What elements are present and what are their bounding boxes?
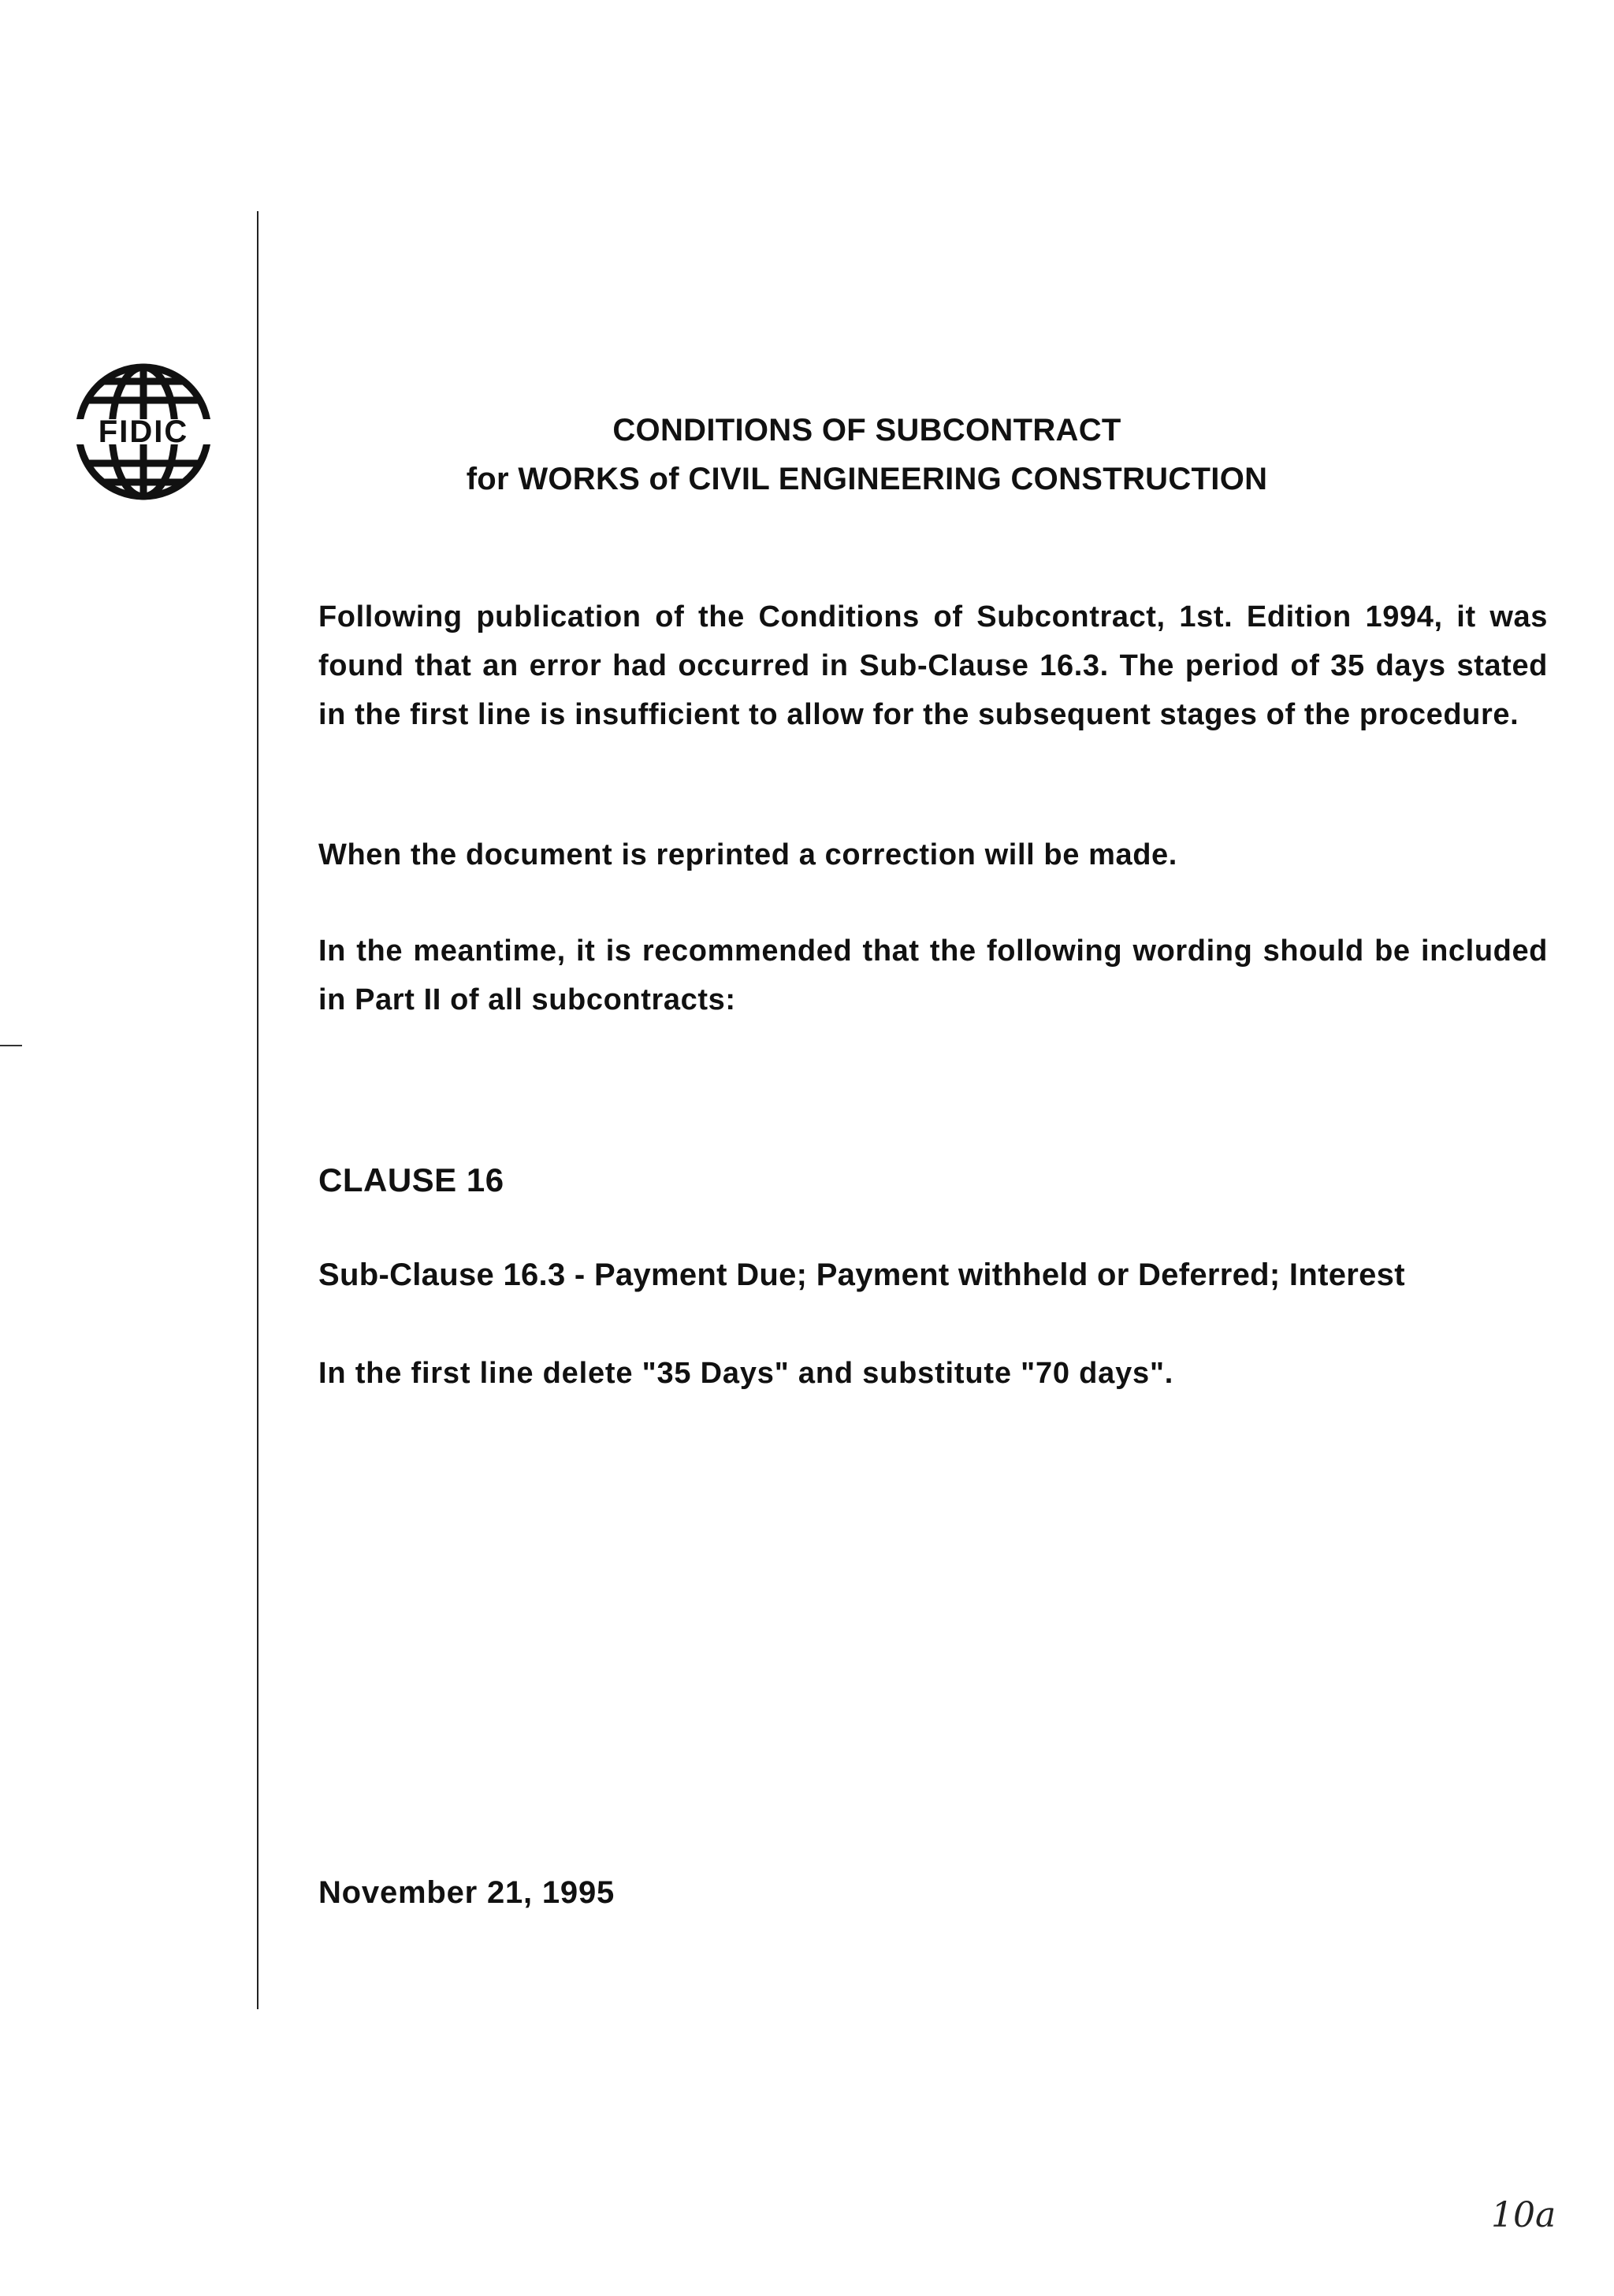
fidic-logo-text: FIDIC xyxy=(98,414,189,449)
correction-instruction: In the first line delete "35 Days" and substitute "70 days". xyxy=(318,1357,1174,1390)
subclause-heading: Sub-Clause 16.3 - Payment Due; Payment withheld or Deferred; Interest xyxy=(318,1258,1405,1292)
paragraph-recommendation: In the meantime, it is recommended that the following wording should be included in Part II of all subcontracts: xyxy=(318,934,1548,1016)
fidic-logo xyxy=(65,353,222,511)
paragraph-reprint-notice: When the document is reprinted a correction will be made. xyxy=(318,838,1177,871)
document-date: November 21, 1995 xyxy=(318,1875,615,1910)
document-title: CONDITIONS OF SUBCONTRACT xyxy=(612,413,1121,448)
handwritten-page-number: 10a xyxy=(1491,2195,1556,2235)
margin-tick-mark xyxy=(0,1045,22,1046)
paragraph-error-notice: Following publication of the Conditions of Subcontract, 1st. Edition 1994, it was found that an error had occurred in Sub-Clause 16.3. The period of 35 days stated in the first line is insufficient to allow for the subsequent stages of the procedure. xyxy=(318,600,1548,731)
fidic-globe-icon xyxy=(65,353,222,511)
document-subtitle: for WORKS of CIVIL ENGINEERING CONSTRUCTION xyxy=(466,462,1268,496)
margin-rule xyxy=(257,211,258,2009)
clause-title: CLAUSE 16 xyxy=(318,1161,504,1198)
